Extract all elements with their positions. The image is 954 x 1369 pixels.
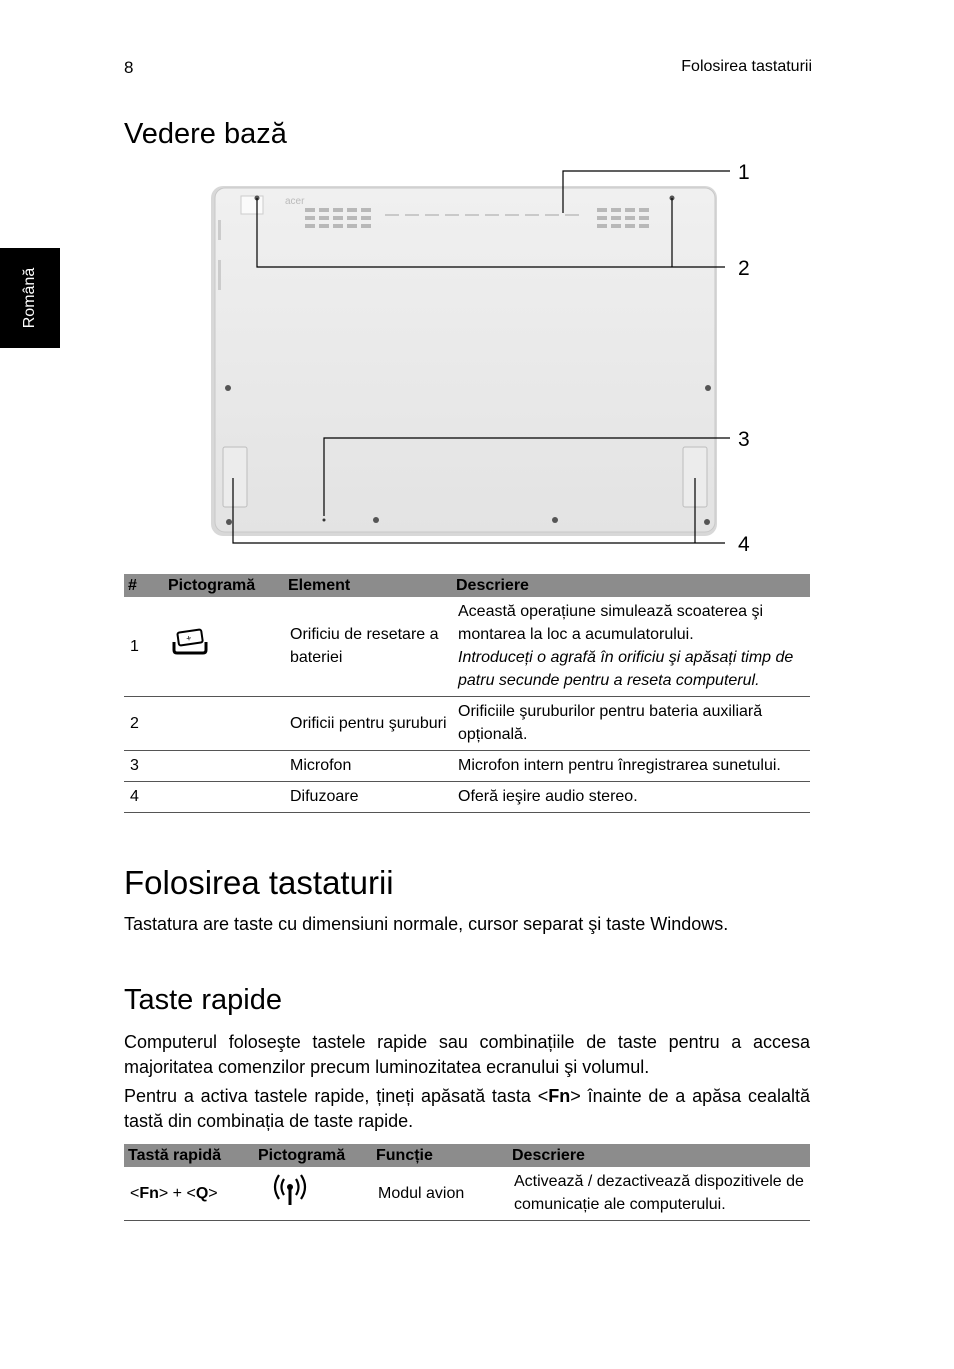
page-number: 8	[124, 58, 134, 77]
callout-4: 4	[738, 533, 750, 556]
row-description-note: Introduceți o agrafă în orificiu şi apăsați timp de patru secunde pentru a reseta computerul.	[458, 649, 794, 689]
base-components-table	[124, 574, 810, 813]
callout-1: 1	[738, 161, 750, 184]
row-icon-cell	[164, 697, 284, 751]
row-icon-cell	[164, 597, 284, 697]
section-title-keyboard: Folosirea tastaturii	[124, 864, 394, 901]
svg-text:+: +	[185, 632, 193, 643]
hotkey-text: <	[130, 1184, 140, 1202]
column-header-description: Descriere	[452, 574, 810, 597]
table-row	[124, 597, 810, 697]
column-header-icon: Pictogramă	[164, 574, 284, 597]
airplane-mode-icon	[260, 1194, 312, 1211]
hotkey-key-q: Q	[195, 1184, 209, 1202]
paragraph-text: > înainte de a apăsa cealaltă tastă din combinația de taste rapide.	[124, 1086, 810, 1131]
column-header-icon: Pictogramă	[254, 1144, 372, 1167]
hotkey-text: >	[208, 1184, 218, 1202]
row-description: Orificiile şuruburilor pentru bateria auxiliară opțională.	[452, 697, 810, 751]
laptop-base-figure	[205, 160, 765, 560]
row-element: Orificii pentru şuruburi	[284, 697, 452, 751]
keyboard-paragraph: Tastatura are taste cu dimensiuni normale, cursor separat şi taste Windows.	[124, 914, 729, 934]
laptop-base-body	[215, 188, 715, 532]
row-number: 4	[124, 782, 164, 813]
row-description: Oferă ieşire audio stereo.	[452, 782, 810, 813]
paragraph-text: Pentru a activa tastele rapide, țineți apăsată tasta <	[124, 1086, 549, 1106]
table-row	[124, 782, 810, 813]
row-number: 3	[124, 751, 164, 782]
section-title-base-view: Vedere bază	[124, 118, 287, 150]
row-description: Microfon intern pentru înregistrarea sunetului.	[452, 751, 810, 782]
table-row	[124, 697, 810, 751]
vent-grille-left	[305, 208, 371, 228]
hotkeys-paragraph-1: Computerul foloseşte tastele rapide sau combinațiile de taste pentru a accesa majoritatea comenzilor precum luminozitatea ecranului şi volumul.	[124, 1032, 810, 1077]
row-icon-cell	[164, 782, 284, 813]
row-function: Modul avion	[372, 1167, 508, 1221]
row-description: Această operațiune simulează scoaterea şi montarea la loc a acumulatorului.	[458, 603, 764, 643]
table-header-row	[124, 1144, 810, 1167]
laptop-base-illustration	[205, 160, 765, 560]
fn-key-name: Fn	[548, 1086, 571, 1106]
row-description: Activează / dezactivează dispozitivele de comunicație ale computerului.	[508, 1167, 810, 1221]
row-number: 2	[124, 697, 164, 751]
row-description-cell	[452, 597, 810, 697]
row-element: Orificiu de resetare a bateriei	[284, 597, 452, 697]
callout-3: 3	[738, 428, 750, 451]
column-header-element: Element	[284, 574, 452, 597]
section-title-hotkeys: Taste rapide	[124, 984, 282, 1016]
row-hotkey	[124, 1167, 254, 1221]
language-side-tab	[0, 248, 60, 348]
figure-logo: acer	[285, 196, 305, 207]
callout-2: 2	[738, 257, 750, 280]
row-element: Difuzoare	[284, 782, 452, 813]
table-header-row	[124, 574, 810, 597]
hotkey-text: > + <	[158, 1184, 196, 1202]
column-header-number: #	[124, 574, 164, 597]
running-header: Folosirea tastaturii	[681, 58, 812, 75]
side-tab-label: Română	[21, 267, 38, 329]
row-icon-cell	[254, 1167, 372, 1221]
hotkey-key-fn: Fn	[139, 1184, 159, 1202]
row-icon-cell	[164, 751, 284, 782]
column-header-hotkey: Tastă rapidă	[124, 1144, 254, 1167]
speaker-left	[223, 447, 247, 507]
battery-reset-icon	[170, 632, 210, 662]
table-row	[124, 751, 810, 782]
column-header-description: Descriere	[508, 1144, 810, 1167]
hotkeys-table	[124, 1144, 810, 1221]
column-header-function: Funcție	[372, 1144, 508, 1167]
hotkeys-paragraph-2	[124, 1084, 810, 1134]
microphone-mark	[323, 519, 326, 522]
table-row	[124, 1167, 810, 1221]
row-number: 1	[124, 597, 164, 697]
row-element: Microfon	[284, 751, 452, 782]
